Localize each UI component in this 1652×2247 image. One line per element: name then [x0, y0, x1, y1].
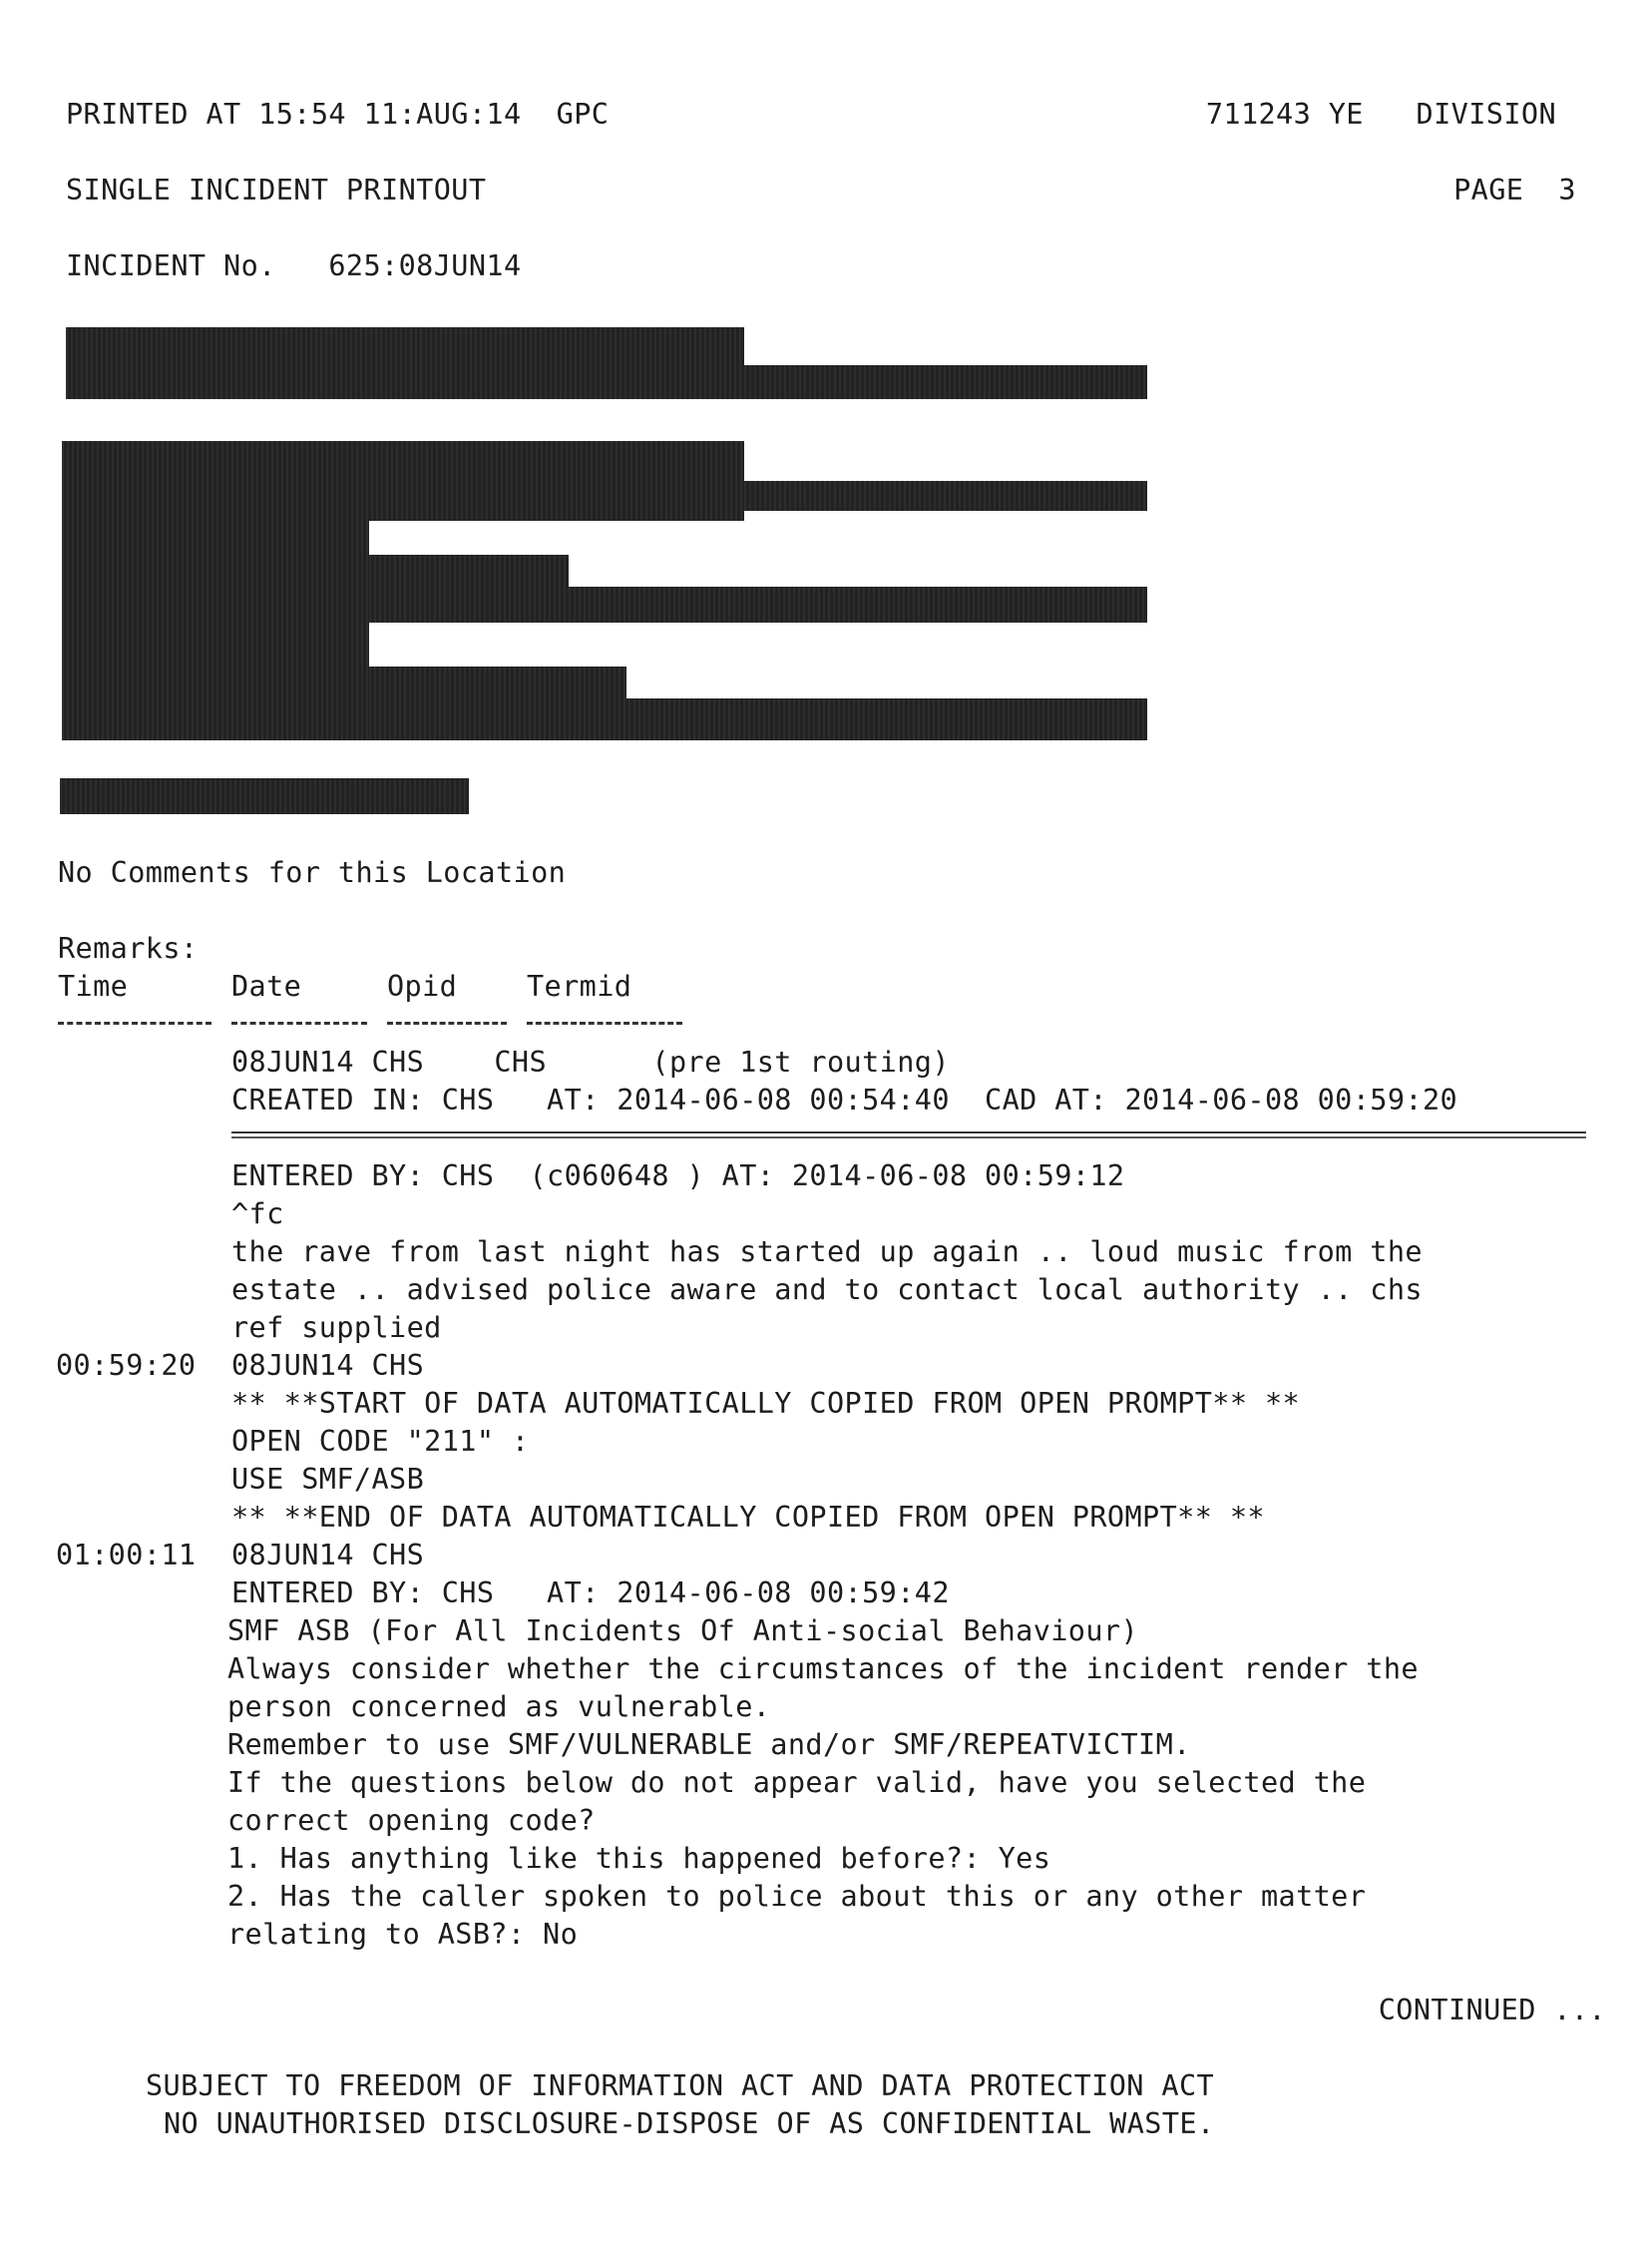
redaction-block: [369, 667, 626, 698]
log-line: 08JUN14 CHS: [231, 1349, 425, 1382]
column-header-time: Time: [58, 970, 129, 1003]
printed-at-line: PRINTED AT 15:54 11:AUG:14 GPC: [66, 98, 610, 131]
column-header-opid: Opid: [387, 970, 458, 1003]
log-line: estate .. advised police aware and to contact local authority .. chs: [231, 1273, 1423, 1306]
column-header-date: Date: [231, 970, 302, 1003]
log-line: 08JUN14 CHS: [231, 1539, 425, 1572]
log-line: 1. Has anything like this happened before?: Yes: [227, 1842, 1051, 1875]
redaction-block: [66, 327, 744, 399]
redaction-block: [369, 555, 569, 587]
redaction-block: [369, 587, 1147, 623]
log-line: correct opening code?: [227, 1804, 596, 1837]
incident-number: INCIDENT No. 625:08JUN14: [66, 249, 522, 282]
log-line: CREATED IN: CHS AT: 2014-06-08 00:54:40 CAD AT: 2014-06-08 00:59:20: [231, 1084, 1458, 1117]
redaction-block: [744, 481, 1147, 511]
log-line: Always consider whether the circumstances of the incident render the: [227, 1652, 1419, 1685]
column-underline: [58, 1022, 211, 1025]
redaction-block: [60, 778, 469, 814]
log-line: ** **END OF DATA AUTOMATICALLY COPIED FROM OPEN PROMPT** **: [231, 1501, 1265, 1534]
redaction-block: [62, 441, 744, 521]
log-line: If the questions below do not appear valid, have you selected the: [227, 1766, 1367, 1799]
column-underline: [527, 1022, 682, 1025]
log-line: person concerned as vulnerable.: [227, 1690, 771, 1723]
redaction-block: [744, 365, 1147, 399]
log-line: ENTERED BY: CHS (c060648 ) AT: 2014-06-08 00:59:12: [231, 1159, 1125, 1192]
log-line: the rave from last night has started up again .. loud music from the: [231, 1235, 1423, 1268]
footer-notice-line-1: SUBJECT TO FREEDOM OF INFORMATION ACT AND DATA PROTECTION ACT: [146, 2069, 1215, 2102]
remarks-label: Remarks:: [58, 932, 199, 965]
log-line: ref supplied: [231, 1311, 442, 1344]
log-line: relating to ASB?: No: [227, 1918, 579, 1951]
footer-notice-line-2: NO UNAUTHORISED DISCLOSURE-DISPOSE OF AS CONFIDENTIAL WASTE.: [164, 2107, 1215, 2140]
continued-note: CONTINUED ...: [1378, 1994, 1606, 2026]
column-header-termid: Termid: [527, 970, 632, 1003]
column-underline: [231, 1022, 367, 1025]
log-line: OPEN CODE "211" :: [231, 1425, 530, 1458]
log-line: Remember to use SMF/VULNERABLE and/or SMF/REPEATVICTIM.: [227, 1728, 1191, 1761]
document-title: SINGLE INCIDENT PRINTOUT: [66, 174, 487, 207]
division-code: 711243 YE DIVISION: [1205, 98, 1556, 131]
location-comment: No Comments for this Location: [58, 856, 567, 889]
log-line: 2. Has the caller spoken to police about this or any other matter: [227, 1880, 1367, 1913]
log-line: 08JUN14 CHS CHS (pre 1st routing): [231, 1046, 950, 1079]
log-line: ^fc: [231, 1197, 284, 1230]
page-number: PAGE 3: [1453, 174, 1576, 207]
separator-rule: [231, 1131, 1586, 1138]
log-time: 00:59:20: [56, 1349, 197, 1382]
log-line: SMF ASB (For All Incidents Of Anti-social Behaviour): [227, 1614, 1139, 1647]
column-underline: [387, 1022, 507, 1025]
log-time: 01:00:11: [56, 1539, 197, 1572]
log-line: ENTERED BY: CHS AT: 2014-06-08 00:59:42: [231, 1576, 950, 1609]
redaction-block: [62, 521, 369, 740]
log-line: USE SMF/ASB: [231, 1463, 425, 1496]
redaction-block: [369, 698, 1147, 740]
log-line: ** **START OF DATA AUTOMATICALLY COPIED FROM OPEN PROMPT** **: [231, 1387, 1301, 1420]
